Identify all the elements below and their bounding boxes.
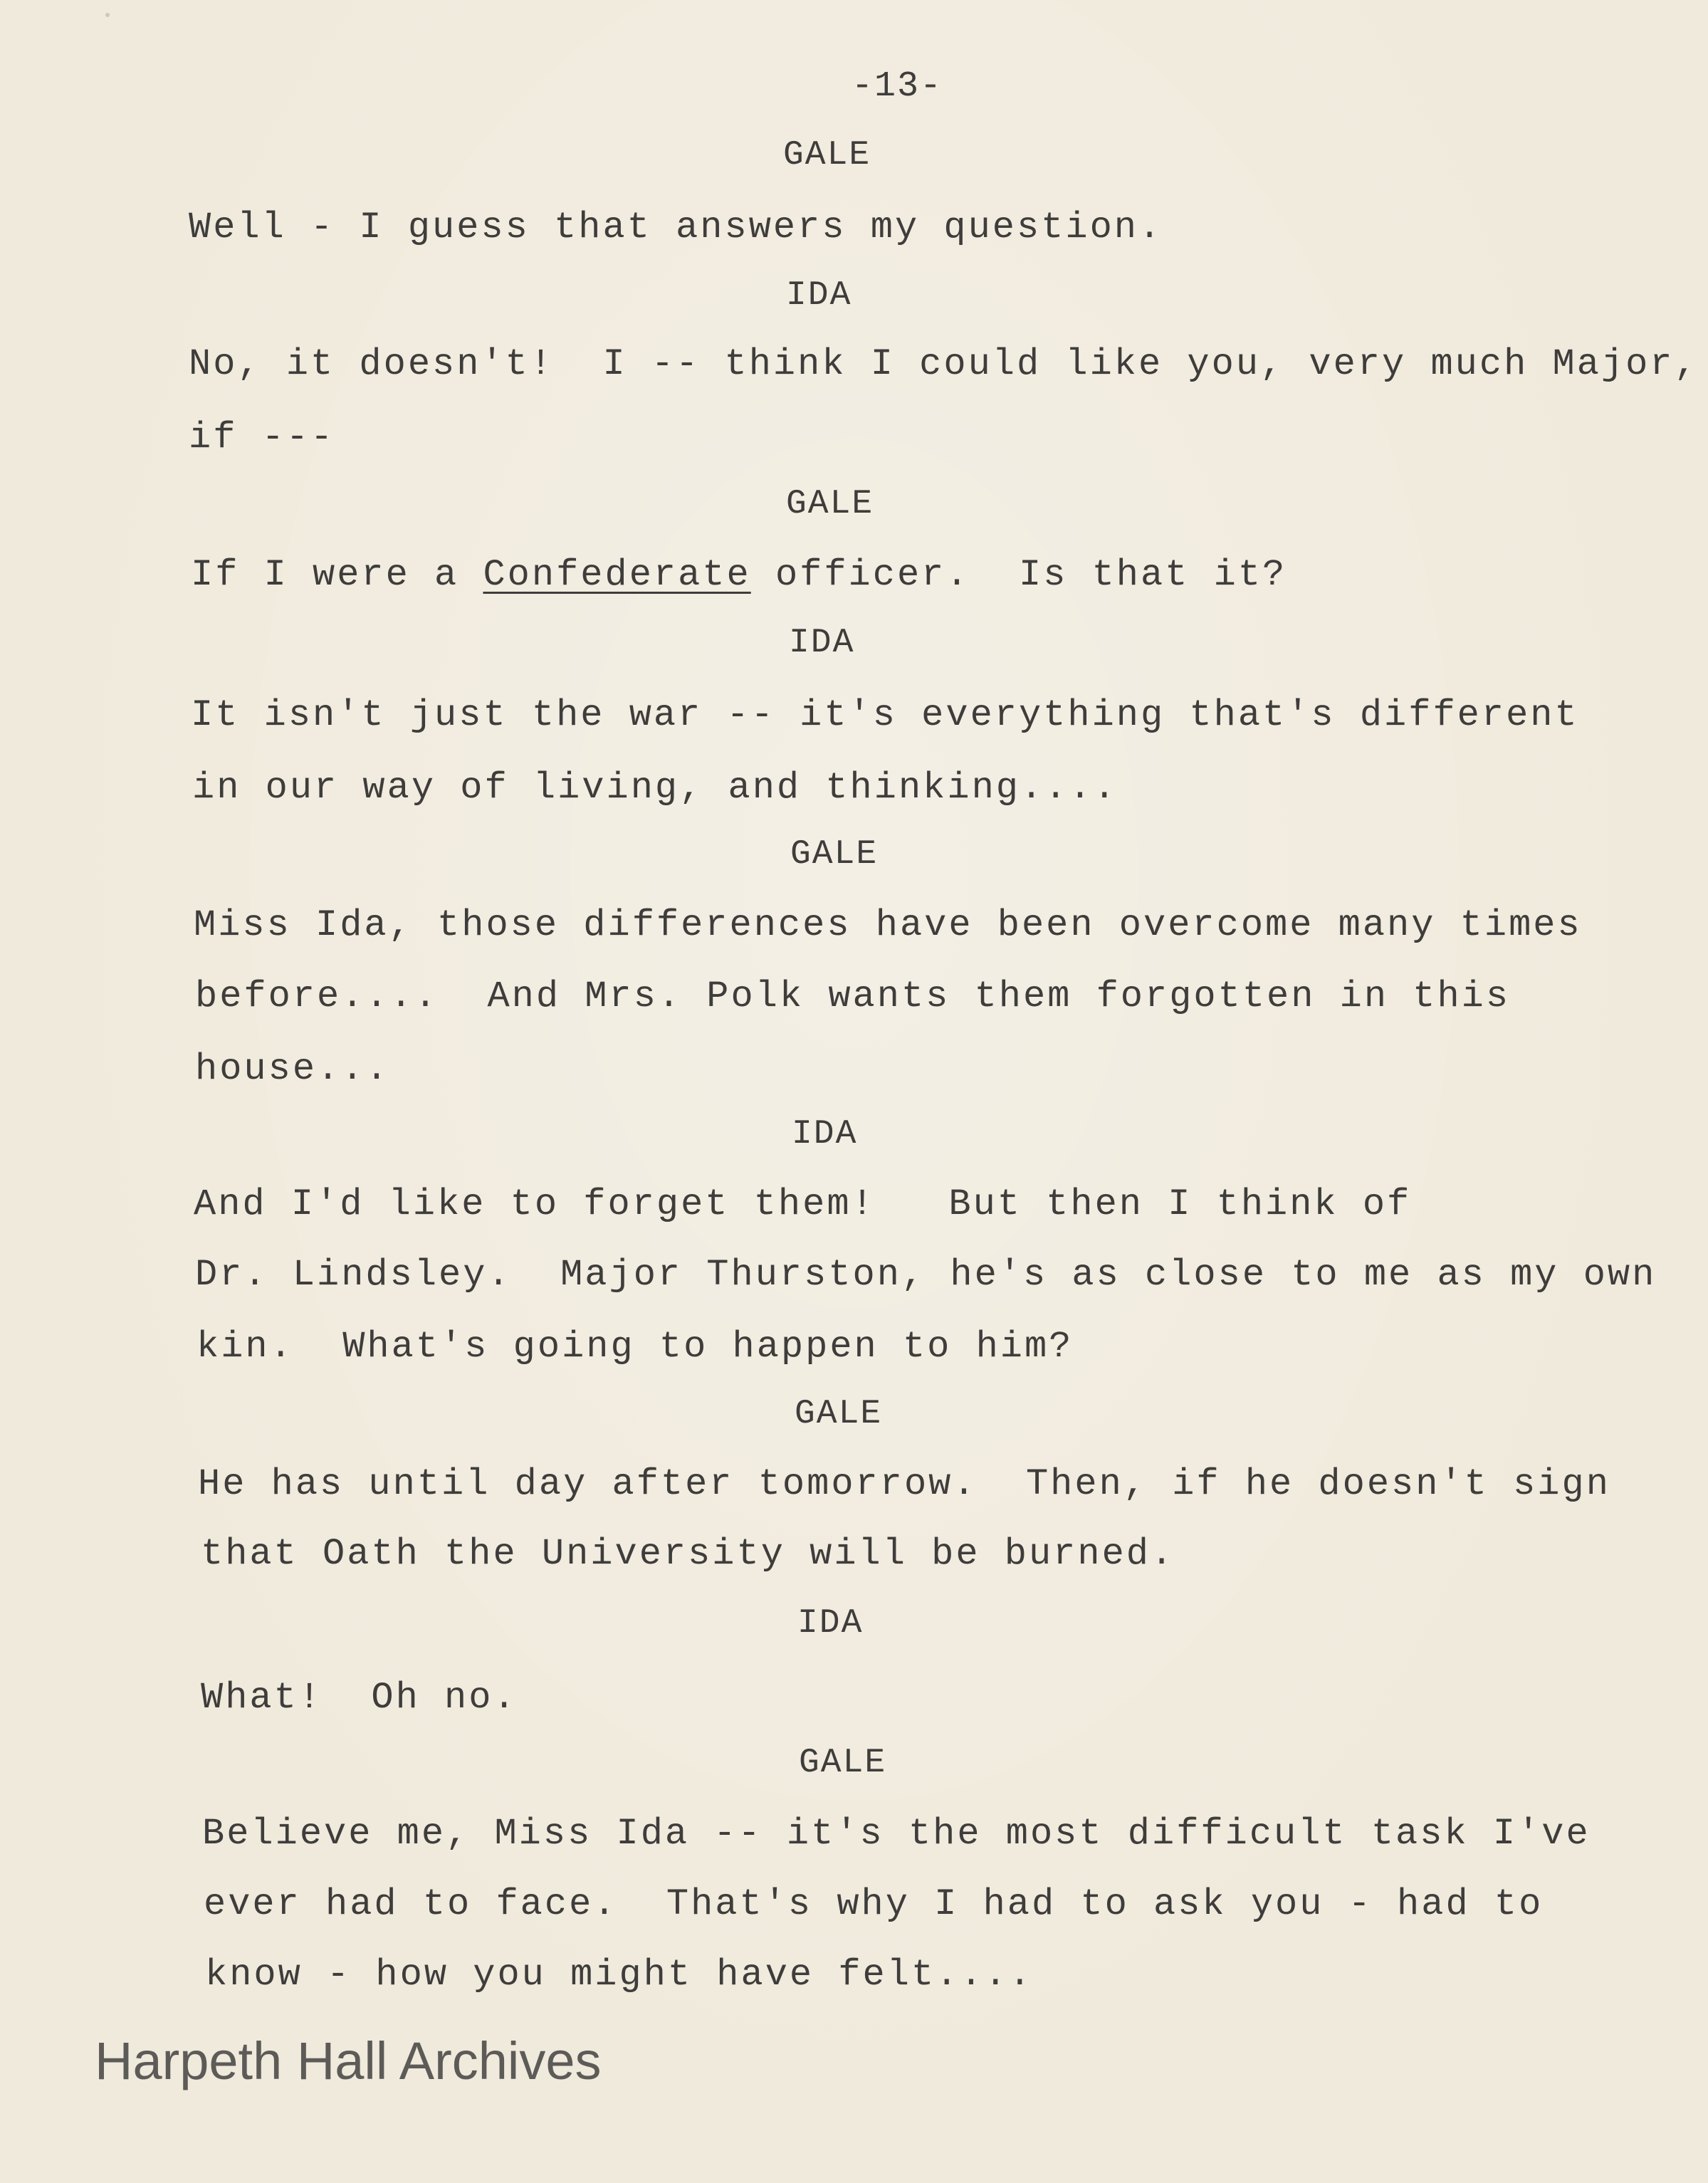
dialogue-line (191, 554, 1287, 597)
dialogue-text: officer. Is that it? (750, 554, 1287, 596)
dialogue-line: Dr. Lindsley. Major Thurston, he's as close to me as my own (195, 1254, 1657, 1296)
dialogue-line: kin. What's going to happen to him? (197, 1326, 1074, 1368)
speaker-name: GALE (786, 485, 874, 523)
speaker-name: GALE (799, 1744, 887, 1782)
dialogue-line: house... (195, 1048, 390, 1090)
dialogue-line: Miss Ida, those differences have been overcome many times (194, 904, 1582, 946)
dialogue-line: No, it doesn't! I -- think I could like you, very much Major, (189, 343, 1699, 385)
dialogue-line: before.... And Mrs. Polk wants them forgotten in this (195, 975, 1511, 1017)
paper-speck (105, 13, 110, 17)
underlined-word: Confederate (483, 554, 751, 596)
speaker-name: GALE (783, 136, 871, 174)
speaker-name: GALE (795, 1395, 883, 1433)
speaker-name: IDA (789, 624, 855, 662)
dialogue-line: Well - I guess that answers my question. (189, 206, 1163, 248)
dialogue-line: Believe me, Miss Ida -- it's the most difficult task I've (202, 1813, 1591, 1855)
speaker-name: IDA (797, 1604, 864, 1643)
dialogue-line: ever had to face. That's why I had to ask you - had to (204, 1883, 1544, 1925)
archive-watermark: Harpeth Hall Archives (95, 2031, 602, 2090)
page-number: -13- (852, 66, 943, 107)
dialogue-text: If I were a (191, 554, 483, 596)
speaker-name: IDA (792, 1115, 858, 1153)
dialogue-line: He has until day after tomorrow. Then, if he doesn't sign (198, 1463, 1610, 1505)
dialogue-line: It isn't just the war -- it's everything that's different (191, 694, 1579, 736)
dialogue-line: And I'd like to forget them! But then I think of (194, 1183, 1412, 1225)
dialogue-line: that Oath the University will be burned. (201, 1533, 1175, 1575)
dialogue-line: know - how you might have felt.... (205, 1954, 1033, 1996)
speaker-name: IDA (786, 276, 852, 315)
dialogue-line: if --- (189, 417, 335, 459)
dialogue-line: What! Oh no. (201, 1677, 518, 1719)
speaker-name: GALE (790, 835, 879, 874)
dialogue-line: in our way of living, and thinking.... (192, 767, 1118, 809)
